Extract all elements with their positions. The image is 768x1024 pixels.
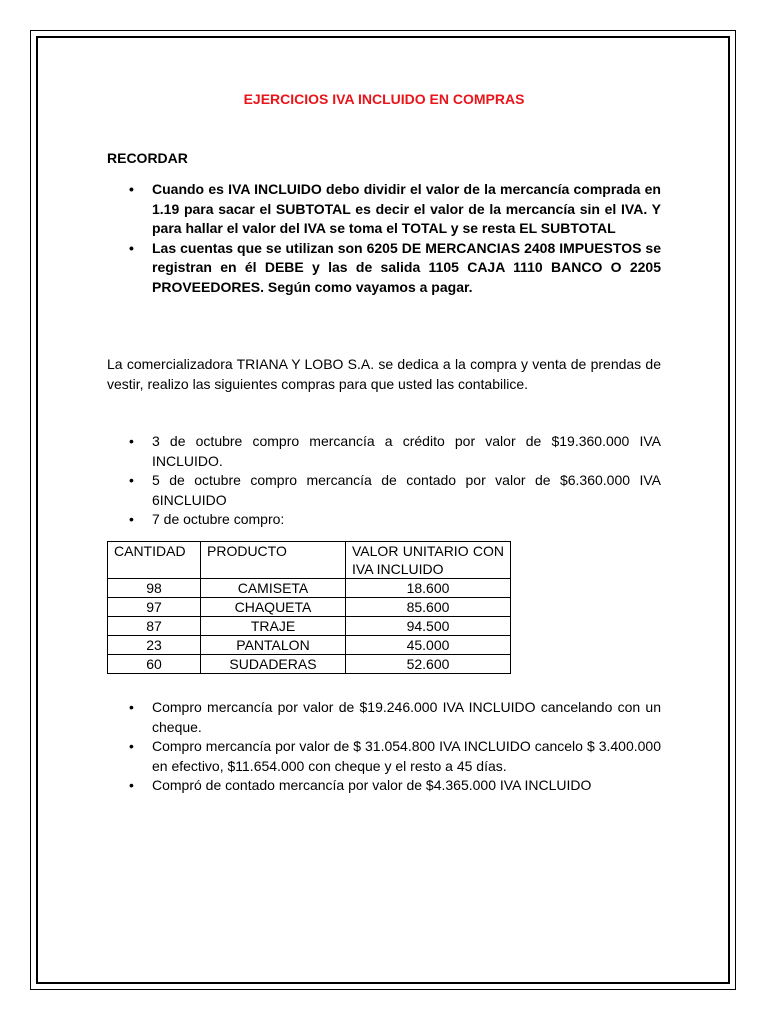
cell-valor: 52.600 [346,655,511,674]
column-header-cantidad: CANTIDAD [108,542,201,579]
products-table [107,541,511,674]
recordar-list [107,180,661,297]
recordar-item-subtotal: • Cuando es IVA INCLUIDO debo dividir el valor de la mercancía comprada en 1.19 para sacar el SUBTOTAL es decir el valor de la mercancía sin el IVA. Y para hallar el valor del IVA se toma el TOTAL y se resta EL SUBTOTAL [107,180,661,239]
document-title: EJERCICIOS IVA INCLUIDO EN COMPRAS [243,91,525,107]
table-row [108,598,511,617]
table-row [108,617,511,636]
column-header-valor-unitario: VALOR UNITARIO CON IVA INCLUIDO [346,542,511,579]
recordar-heading: RECORDAR [107,150,188,166]
list-item: • 3 de octubre compro mercancía a crédito por valor de $19.360.000 IVA INCLUIDO. [107,432,661,471]
list-item: • Compró de contado mercancía por valor de $4.365.000 IVA INCLUIDO [107,776,661,796]
cell-producto: CAMISETA [201,579,346,598]
cell-cantidad: 23 [108,636,201,655]
cell-valor: 18.600 [346,579,511,598]
cell-producto: TRAJE [201,617,346,636]
table-row [108,579,511,598]
recordar-item-cuentas: • Las cuentas que se utilizan son 6205 DE MERCANCIAS 2408 IMPUESTOS se registran en él DEBE y las de salida 1105 CAJA 1110 BANCO O 2205 PROVEEDORES. Según como vayamos a pagar. [107,239,661,298]
cell-valor: 85.600 [346,598,511,617]
cell-cantidad: 60 [108,655,201,674]
list-item: • Compro mercancía por valor de $19.246.000 IVA INCLUIDO cancelando con un cheque. [107,698,661,737]
cell-cantidad: 97 [108,598,201,617]
cell-producto: CHAQUETA [201,598,346,617]
column-header-producto: PRODUCTO [201,542,346,579]
cell-producto: PANTALON [201,636,346,655]
purchases-list-1 [107,432,661,530]
list-item: • 7 de octubre compro: [107,510,661,530]
table-row [108,636,511,655]
intro-paragraph: La comercializadora TRIANA Y LOBO S.A. se dedica a la compra y venta de prendas de vestir, realizo las siguientes compras para que usted las contabilice. [107,356,661,392]
cell-producto: SUDADERAS [201,655,346,674]
cell-cantidad: 87 [108,617,201,636]
list-item: • 5 de octubre compro mercancía de contado por valor de $6.360.000 IVA 6INCLUIDO [107,471,661,510]
table-header-row [108,542,511,579]
cell-valor: 45.000 [346,636,511,655]
list-item: • Compro mercancía por valor de $ 31.054.800 IVA INCLUIDO cancelo $ 3.400.000 en efectivo, $11.654.000 con cheque y el resto a 45 días. [107,737,661,776]
cell-cantidad: 98 [108,579,201,598]
cell-valor: 94.500 [346,617,511,636]
purchases-list-2 [107,698,661,796]
table-row [108,655,511,674]
